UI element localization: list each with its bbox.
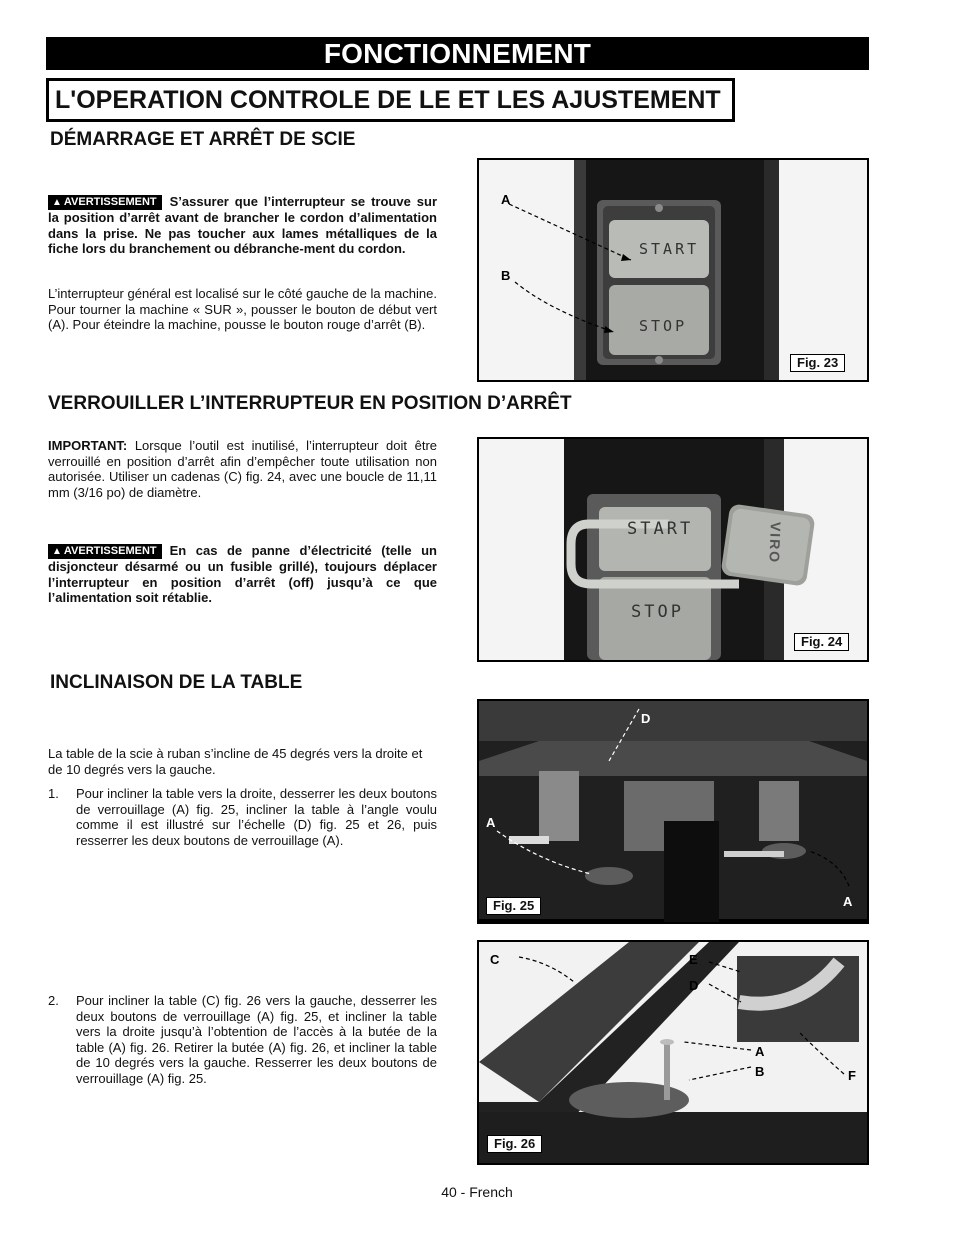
important-paragraph: IMPORTANT: Lorsque l’outil est inutilisé, l’interrupteur doit être verrouillé en position d’arrêt afin d’empêcher toute utilisation non autorisée. Utiliser un cadenas (C) fig. 24, avec une boucle de 11,11 mm (3/16 po) de diamètre. xyxy=(48,438,437,500)
start-stop-body: L’interrupteur général est localisé sur le côté gauche de la machine. Pour tourner la machine « SUR », pousser le bouton de début vert (A). Pour éteindre la machine, pousse le bouton rouge d’arrêt (B). xyxy=(48,286,437,333)
stop-button-label: STOP xyxy=(639,317,688,335)
tilt-intro: La table de la scie à ruban s’incline de 45 degrés vers la droite et de 10 degrés vers la gauche. xyxy=(48,746,423,777)
callout-D: D xyxy=(641,711,651,726)
fig25-illustration xyxy=(479,701,867,922)
list-item: 1. Pour incliner la table vers la droite, desserrer les deux boutons de verrouillage (A) fig. 25, incliner la table à l’angle voulu comme il est illustré sur l’échelle (D) fig. 25 et 26, puis resserrer les deux boutons de verrouillage (A). xyxy=(48,786,437,848)
figure-23 xyxy=(477,158,869,382)
list-item: 2. Pour incliner la table (C) fig. 26 vers la gauche, desserrer les deux boutons de verrouillage (A) fig. 25, et incliner la table vers la droite jusqu’à l’obtention de l’accès à la butée de la table (A) fig. 26. Retirer la butée (A) fig. 26, et incliner la table de 10 degrés vers la gauche. Resserrer les deux boutons de verrouillage (A) fig. 25. xyxy=(48,993,437,1086)
callout-D: D xyxy=(689,978,699,993)
figure-24 xyxy=(477,437,869,662)
callout-A: A xyxy=(755,1044,765,1059)
start-button-label: START xyxy=(627,519,694,539)
fig24-label: Fig. 24 xyxy=(794,633,849,651)
page-number: 40 - French xyxy=(441,1184,513,1200)
warning-badge: ▲ AVERTISSEMENT xyxy=(48,544,162,559)
fig23-label: Fig. 23 xyxy=(790,354,845,372)
tilt-step-2 xyxy=(48,993,437,1087)
heading-table-tilt: INCLINAISON DE LA TABLE xyxy=(50,672,303,693)
section-banner: L'OPERATION CONTROLE DE LE ET LES AJUSTEMENT xyxy=(46,78,735,122)
figure-26 xyxy=(477,940,869,1165)
start-button-label: START xyxy=(639,240,700,258)
callout-A: A xyxy=(501,192,511,207)
warning-badge: ▲ AVERTISSEMENT xyxy=(48,195,162,210)
warning-paragraph-1: ▲ AVERTISSEMENT S’assurer que l’interrupteur se trouve sur la position d’arrêt avant de brancher le cordon d’alimentation dans la prise. Ne pas toucher aux lames métalliques de la fiche lors du branchement ou débranche-ment du cordon. xyxy=(48,194,437,257)
padlock-engraving: VIRO xyxy=(766,521,784,565)
fig26-label: Fig. 26 xyxy=(487,1135,542,1153)
callout-E: E xyxy=(689,952,698,967)
callout-B: B xyxy=(501,268,511,283)
figure-25 xyxy=(477,699,869,924)
fig26-illustration xyxy=(479,942,867,1163)
fig24-illustration xyxy=(479,439,867,660)
tilt-step-1 xyxy=(48,786,437,848)
warning-triangle-icon: ▲ xyxy=(52,197,62,208)
heading-start-stop: DÉMARRAGE ET ARRÊT DE SCIE xyxy=(50,129,356,150)
warning-paragraph-2: ▲ AVERTISSEMENT En cas de panne d’électricité (telle un disjoncteur désarmé ou un fusible grillé), toujours déplacer l’interrupteur en position d’arrêt (off) jusqu’à ce que l’alimentation soit rétablie. xyxy=(48,543,437,606)
callout-F: F xyxy=(848,1068,856,1083)
callout-B: B xyxy=(755,1064,765,1079)
fig25-label: Fig. 25 xyxy=(486,897,541,915)
callout-A-right: A xyxy=(843,894,853,909)
heading-lock-switch: VERROUILLER L’INTERRUPTEUR EN POSITION D’ARRÊT xyxy=(48,393,572,414)
warning-triangle-icon: ▲ xyxy=(52,546,62,557)
fig23-illustration xyxy=(479,160,867,380)
page-title-banner: FONCTIONNEMENT xyxy=(46,37,869,70)
stop-button-label: STOP xyxy=(631,602,684,622)
callout-C: C xyxy=(490,952,500,967)
callout-A-left: A xyxy=(486,815,496,830)
